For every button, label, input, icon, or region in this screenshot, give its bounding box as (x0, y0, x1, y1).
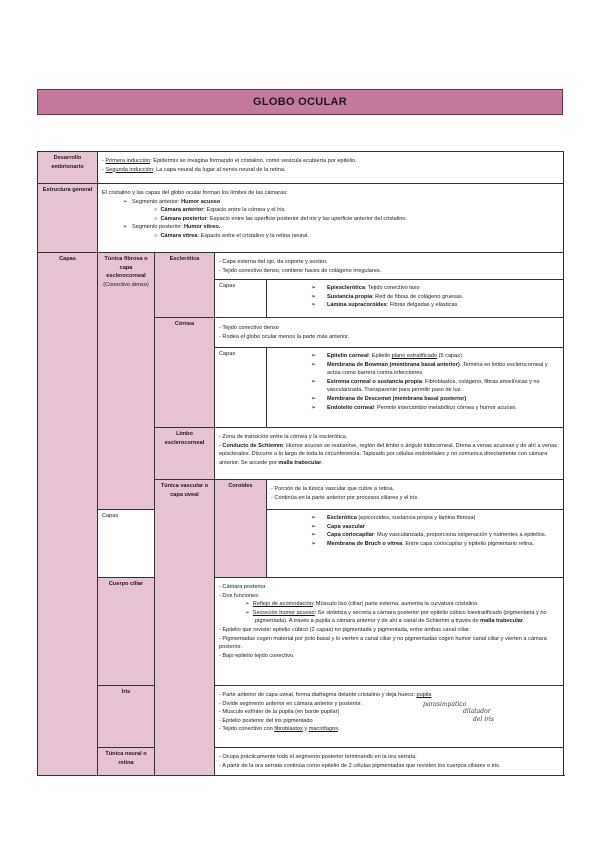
row-cuerpo-ciliar (38, 578, 564, 686)
row-tunica-neural (38, 748, 564, 776)
cornea-capas-label: Capas (215, 348, 267, 428)
label-tunica-fibrosa: Túnica fibrosa o capa esclerocorneal (Conectivo denso) (98, 253, 155, 510)
label-iris: Iris (98, 686, 155, 748)
row-esclerotica-desc (38, 253, 564, 280)
handwritten-note-3: del iris (473, 716, 495, 723)
row-iris (38, 686, 564, 748)
row-estructura (38, 184, 564, 253)
label-tunica-neural: Túnica neural o retina (98, 748, 155, 776)
coroides-desc: - Porción de la túnica vascular que cubre a retina. - Continúa en la parte anterior por procesos ciliares y el iris. (267, 480, 564, 510)
limbo-desc: - Zona de transición entre la córnea y la esclerótica. - Conducto de Schlemm: Humor acuoso se reabsorve, región del limbo o ángulo iridocorneal. Drena a venas acuosas y de ahí a venas episclerales. Discurre a lo largo de toda la circunferencia. Tapizado por células endoteliales y no comunica directamente con cámara anterior. Se accede por malla trabecular. (215, 428, 564, 480)
cornea-capas-list: ➢ Epitelio corneal: Epitelio plano estratificado (5 capas) ➢ Membrana de Bowman (membrana basal anterior): Termina en limbo esclerocorneal y actúa como barrera contra infecciones. ➢ Estroma corneal o sustancia propia: Fibroblastos, colágeno, fibras amielínicas y no vascularizada. Transparente para permitir paso de luz. ➢ Membrana de Descemet (membrana basal posterior) ➢ Endotelio corneal: Permite intercambio metabólico córnea y humor acuoso. (267, 348, 564, 428)
handwritten-note-2: dilatador (463, 708, 491, 715)
coroides-capas-label: Capas (98, 510, 155, 578)
page-title (37, 89, 563, 115)
esclerotica-desc: - Capa externa del ojo, da soporte y sostén. - Tejido conectivo denso, contiene haces de colágeno irregulares. (215, 253, 564, 280)
iris-desc: - Parte anterior de capa uveal, forma diafragma delante cristalino y deja hueco: pupila - Divide segmento anterior en cámara anterior y posterior. - Músculo esfínter de la pupila (en borde pupilar) - Epitelio posterior del iris pigmentado - Tejido conectivo con fibroblastos y macrófagos. parasimpático dilatador del iris (215, 686, 564, 748)
label-cuerpo-ciliar: Cuerpo ciliar (98, 578, 155, 686)
coroides-capas-list: ➢ Esclerótica (epicoroides, sustancia propia y lámina fibrosa) ➢ Capa vascular ➢ Capa coriocapilar: Muy vascularizada, proporciona oxigenación y nutrientes a epitelios. ➢ Membrana de Bruch o vítrea: Entre capa coriocapilar y epitelio pigmentario retina. (267, 510, 564, 578)
cornea-desc: - Tejido conectivo denso - Rodea el globo ocular menos la parte más anterior. (215, 318, 564, 348)
handwritten-note-1: parasimpático (423, 701, 467, 708)
estructura-content: El cristalino y las capas del globo ocular forman los límites de las cámaras: ➢ Segmento anterior: Humor acuoso ○ Cámara anterior: Espacio entre la córnea y el iris. ○ Cámara posterior: Espacio entre las uperficie posterior del iris y las uperficie anterior del cristalino. ➢ Segmento posterior: Humor vítreo. ○ Cámara vítrea: Espacio entre el cristalino y la retina neural. (98, 184, 564, 253)
content-table (37, 151, 564, 776)
label-esclerotica: Esclerótica (155, 253, 215, 318)
label-capas: Capas (38, 253, 98, 776)
tunica-neural-desc: - Ocupa prácticamente todo el segmento posterior terminando en la ora serrata. - A partir de la ora serrata continúa como epitelio de 2 células pigmentadas que revisten los cuerpos ciliares e iris. (215, 748, 564, 776)
page-title-text: GLOBO OCULAR (252, 96, 348, 108)
row-coroides-capas (38, 510, 564, 578)
label-desarrollo: Desarrollo embrionario (38, 152, 98, 184)
desarrollo-content: - Primera inducción: Epidermis se invagina formando el cristalino, como vesícula ecubierta por epitelio. - Segunda inducción: La capa neural da lugar al nervio neural de la retina. (98, 152, 564, 184)
label-tunica-vascular: Túnica vascular o capa uveal (155, 480, 215, 776)
esclerotica-capas-list: ➢ Epiesclerótica: Tejido conectivo laxo ➢ Sustancia propia: Red de fibras de colágeno gruesas. ➢ Lámina supracoroides: Fibras delgadas y elásticas. (267, 280, 564, 318)
label-estructura: Estructura general (38, 184, 98, 253)
esclerotica-capas-label: Capas (215, 280, 267, 318)
label-cornea: Córnea (155, 318, 215, 428)
label-limbo: Limbo esclerocorneal (155, 428, 215, 480)
label-coroides: Coroides (215, 480, 267, 578)
cuerpo-ciliar-desc: - Cámara posterior - Dos funciones: ➢ Reflejo de acomodación: Músculo liso (ciliar) parte externa, aumenta la curvatura cristalino. ➢ Secreción humor acuoso: Se sintetiza y secreta a cámara posterior por epitelio cúbico biestratificado (pigmentaria y no pigmentada). A través a pupila a cámara anterior y de ahí a canal de Schlemm a través de malla trabecular. - Epitelio que reviste: epitelio cúbico (2 capas) no pigmentada y pigmentada, entre ambas canal ciliar. - Pigmentadas cogen material por polo basal y lo vierten a canal ciliar y no pigmentadas cogen humor canal ciliar y vierten a cámara posterior. - Bajo epitelio tejido conectivo. (215, 578, 564, 686)
row-desarrollo (38, 152, 564, 184)
